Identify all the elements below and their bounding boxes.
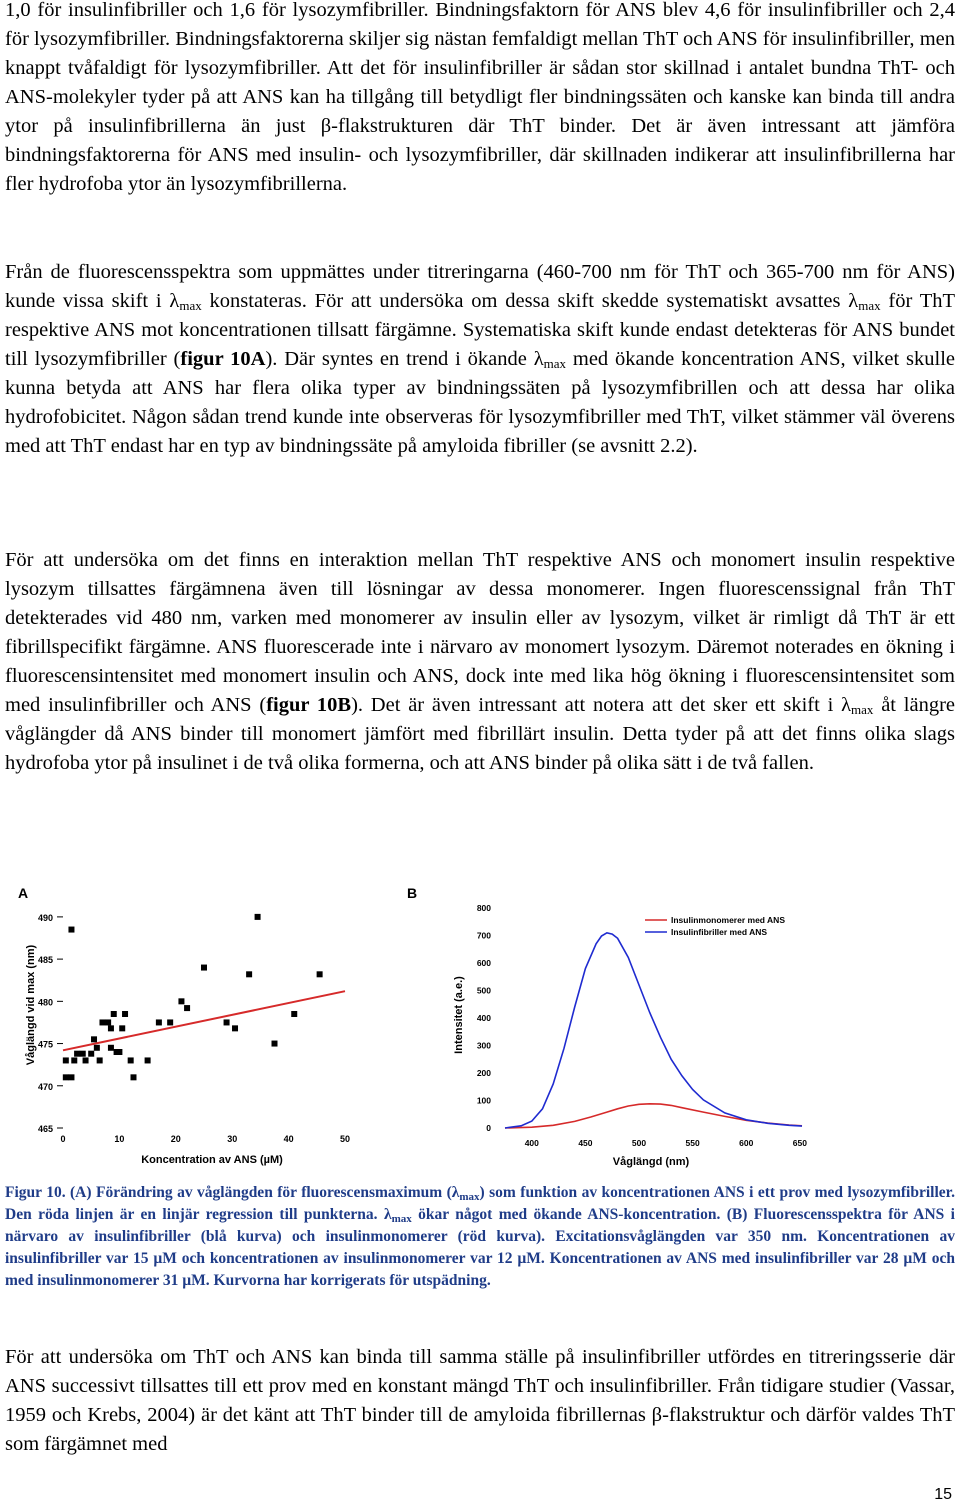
- x-tick-label: 0: [60, 1134, 66, 1144]
- y-tick-label: 485: [37, 955, 53, 966]
- data-point: [317, 971, 323, 977]
- chart-a-scatter: [0, 880, 440, 1170]
- y-tick-label: 480: [37, 997, 53, 1008]
- p2-text-b: konstateras. För att undersöka om dessa skift skedde systematiskt avsattes λ: [201, 290, 859, 312]
- x-tick-label: 40: [283, 1134, 294, 1144]
- data-point: [224, 1019, 230, 1025]
- data-point: [71, 1057, 77, 1063]
- y-tick-label: 470: [37, 1081, 53, 1092]
- p2-text-d: ). Där syntes en trend i ökande λ: [265, 348, 544, 370]
- caption-text-c: ökar något med ökande ANS-koncentration. (B) Fluorescensspektra för ANS i närvaro av insulinfibriller (blå kurva) och insulinmonomerer (röd kurva). Excitationsvåglängden var 350 nm. Koncentrationen av insulinfibriller var 15 µM och koncentrationen av insulinmonomerer var 12 µM. Koncentrationen av ANS med insulinfibriller var 28 µM och med insulinmonomerer 31 µM. Kurvorna har korrigerats för utspädning.: [5, 1206, 955, 1289]
- x-tick-label: 400: [524, 1138, 539, 1148]
- caption-text-a: Figur 10. (A) Förändring av våglängden för fluorescensmaximum (λ: [5, 1184, 460, 1201]
- data-point: [232, 1025, 238, 1031]
- data-point: [272, 1041, 278, 1047]
- p1-text: 1,0 för insulinfibriller och 1,6 för lysozymfibriller. Bindningsfaktorn för ANS blev 4,6 för insulinfibriller och 2,4 för lysozymfibriller. Bindningsfaktorerna skiljer sig nästan femfaldigt mellan ThT och ANS för insulinfibriller, men knappt tvåfaldigt för lysozymfibriller. Att det för insulinfibriller är sådan stor skillnad i antalet bundna ThT- och ANS-molekyler tyder på att ANS kan ha tillgång till betydligt fler bindningssäten och kanske kan binda till andra ytor på insulinfibrillerna än just β-flakstrukturen där ThT binder. Det är även intressant att jämföra bindningsfaktorerna för ANS med insulin- och lysozymfibriller, där skillnaden indikerar att insulinfibrillerna har fler hydrofoba ytor än lysozymfibrillerna.: [5, 0, 955, 195]
- data-point: [111, 1011, 117, 1017]
- data-point: [128, 1057, 134, 1063]
- data-point: [74, 1051, 80, 1057]
- lambda-max-subscript: max: [179, 298, 202, 313]
- lambda-max-subscript: max: [391, 1213, 412, 1225]
- x-tick-label: 50: [339, 1134, 351, 1144]
- p2-text-c: för ThT respektive ANS mot koncentrationen tillsatt färgämne. Systematiska skift kunde endast detekteras för ANS bundet till lysozymfibriller (: [5, 290, 956, 370]
- legend-label: Insulinmonomerer med ANS: [671, 915, 785, 925]
- data-point: [97, 1057, 103, 1063]
- y-tick-label: 200: [476, 1068, 491, 1078]
- figure-caption: [5, 1182, 955, 1292]
- data-point: [119, 1025, 125, 1031]
- y-tick-label: 800: [476, 903, 491, 913]
- y-tick-label: 100: [476, 1095, 491, 1106]
- y-tick-label: 475: [37, 1039, 53, 1050]
- data-point: [68, 1074, 74, 1080]
- lambda-max-subscript: max: [459, 1191, 480, 1203]
- data-point: [68, 927, 74, 933]
- chart-b-y-axis-label: Intensitet (a.e.): [453, 976, 465, 1054]
- chart-a-x-axis-label: Koncentration av ANS (µM): [141, 1154, 283, 1166]
- page-number: 15: [934, 1486, 952, 1503]
- data-point: [108, 1025, 114, 1031]
- x-tick-label: 20: [170, 1134, 181, 1144]
- x-tick-label: 650: [792, 1138, 807, 1148]
- data-point: [94, 1045, 100, 1051]
- data-point: [246, 971, 252, 977]
- x-tick-label: 30: [227, 1134, 238, 1144]
- panel-label-b: B: [407, 885, 418, 901]
- chart-b-plot-area: [477, 903, 807, 1148]
- data-point: [91, 1036, 97, 1042]
- data-point: [255, 914, 261, 920]
- data-point: [105, 1019, 111, 1025]
- p3-text-a: För att undersöka om det finns en interaktion mellan ThT respektive ANS och monomert insulin respektive lysozym tillsattes färgämnena även till lösningar av dessa monomerer. Ingen fluorescenssignal från ThT detekterades vid 480 nm, varken med monomerer av insulin eller av lysozym, vilket är rimligt då ThT är ett fibrillspecifikt färgämne. ANS fluorescerade inte i närvaro av monomert lysozym. Däremot noterades en ökning i fluorescensintensitet med monomert insulin och ANS, dock inte med lika hög ökning i fluorescensintensitet som med insulinfibriller och ANS (: [5, 549, 955, 716]
- y-tick-label: 500: [476, 985, 491, 996]
- data-point: [116, 1049, 122, 1055]
- p3-text-c: åt längre våglängder då ANS binder till monomert jämfört med fibrillärt insulin. Detta tyder på att det finns olika slags hydrofoba ytor på insulinet i de två olika formerna, och att ANS binder på olika sätt i de två fallen.: [5, 694, 956, 774]
- chart-b-x-axis-label: Våglängd (nm): [612, 1156, 690, 1168]
- series-line-fibrils: [505, 933, 802, 1128]
- y-tick-label: 490: [37, 912, 53, 923]
- data-point: [167, 1019, 173, 1025]
- paragraph-lambda-shifts: [5, 258, 955, 461]
- series-line-monomers: [505, 1104, 802, 1128]
- data-point: [131, 1074, 137, 1080]
- figure-reference: figur 10A: [180, 348, 266, 370]
- y-tick-label: 700: [476, 930, 491, 941]
- lambda-max-subscript: max: [858, 298, 881, 313]
- data-point: [184, 1005, 190, 1011]
- y-tick-label: 600: [476, 958, 491, 968]
- x-tick-label: 10: [114, 1134, 125, 1144]
- data-point: [63, 1057, 69, 1063]
- chart-b-line: [407, 880, 840, 1170]
- y-tick-label: 0: [486, 1123, 491, 1133]
- x-tick-label: 450: [578, 1138, 593, 1148]
- x-tick-label: 550: [685, 1138, 700, 1148]
- lambda-max-subscript: max: [543, 356, 567, 371]
- y-tick-label: 300: [476, 1040, 491, 1051]
- paragraph-titration-series: [5, 1343, 955, 1459]
- y-tick-label: 400: [476, 1013, 491, 1023]
- chart-a-plot-area: [38, 913, 350, 1144]
- lambda-max-subscript: max: [851, 702, 874, 717]
- panel-label-a: A: [18, 885, 29, 901]
- data-point: [63, 1074, 69, 1080]
- paragraph-monomer-interaction: [5, 546, 955, 778]
- data-point: [80, 1051, 86, 1057]
- x-tick-label: 600: [739, 1138, 754, 1148]
- data-point: [291, 1011, 297, 1017]
- figure-10: [0, 880, 960, 1170]
- data-point: [201, 965, 207, 971]
- paragraph-binding-factors: [5, 0, 955, 199]
- p2-text-a: Från de fluorescensspektra som uppmättes under titreringarna (460-700 nm för ThT och 365-700 nm för ANS) kunde vissa skift i λ: [5, 261, 955, 312]
- data-point: [108, 1045, 114, 1051]
- legend-label: Insulinfibriller med ANS: [671, 927, 768, 937]
- p3-text-b: ). Det är även intressant att notera att det sker ett skift i λ: [351, 694, 852, 716]
- x-tick-label: 500: [631, 1138, 647, 1148]
- chart-a-y-axis-label: Våglängd vid max (nm): [25, 944, 37, 1066]
- p2-text-e: med ökande koncentration ANS, vilket skulle kunna betyda att ANS har flera olika typer av bindningssäten på lysozymfibrillen och att dessa har olika hydrofobicitet. Någon sådan trend kunde inte observeras för lysozymfibriller med ThT, vilket stämmer väl överens med att ThT endast har en typ av bindningssäte på amyloida fibriller (se avsnitt 2.2).: [5, 348, 955, 457]
- data-point: [99, 1019, 105, 1025]
- data-point: [156, 1019, 162, 1025]
- data-point: [145, 1057, 151, 1063]
- y-tick-label: 465: [37, 1124, 53, 1134]
- data-point: [83, 1057, 89, 1063]
- data-point: [88, 1051, 94, 1057]
- data-point: [178, 998, 184, 1004]
- figure-reference: figur 10B: [266, 694, 352, 716]
- p4-text: För att undersöka om ThT och ANS kan binda till samma ställe på insulinfibriller utfördes en titreringsserie där ANS successivt tillsattes till ett prov med en konstant mängd ThT och insulinfibriller. Från tidigare studier (Vassar, 1959 och Krebs, 2004) är det känt att ThT binder till de amyloida fibrillernas β-flakstruktur och därför valdes ThT som färgämnet med: [5, 1346, 955, 1455]
- caption-text-b: ) som funktion av koncentrationen ANS i ett prov med lysozymfibriller. Den röda linjen är en linjär regression till punkterna. λ: [5, 1184, 955, 1223]
- data-point: [122, 1011, 128, 1017]
